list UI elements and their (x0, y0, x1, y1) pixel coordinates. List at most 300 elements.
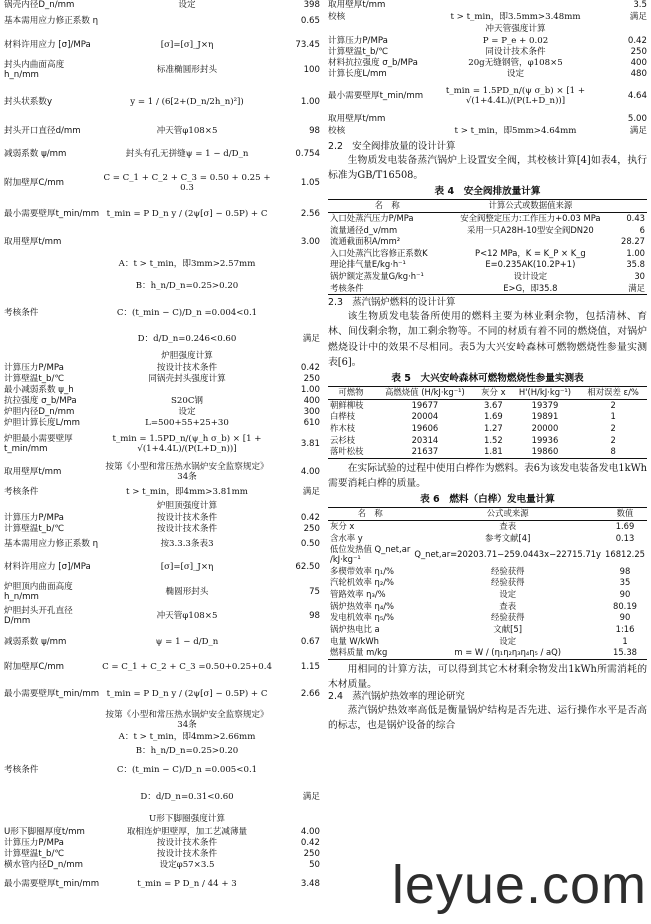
table-header-cell: 计算公式或数据值来源 (446, 200, 614, 213)
table-cell: 3.67 (484, 399, 503, 410)
calc-expression: A：t > t_min，即3mm>2.57mm (118, 259, 256, 270)
table-row (328, 411, 647, 423)
calc-expression: A：t > t_min，即4mm>2.66mm (118, 732, 256, 743)
table-row (328, 435, 647, 447)
calc-row (4, 396, 320, 407)
table-row (328, 423, 647, 435)
calc-value: 100 (303, 65, 320, 76)
calc-expression: 按第《小型和常压热水锅炉安全监察规定》34条 (105, 710, 269, 730)
calc-expression: D：d/D_n=0.31<0.60 (140, 792, 234, 803)
calc-label: 最小减弱系数 ψ_h (4, 384, 74, 395)
calc-row (4, 838, 320, 849)
table-row (328, 544, 647, 565)
table-cell: 理论排气量E/kg·h⁻¹ (330, 259, 406, 270)
table-cell: 入口处蒸汽比容修正系数K (330, 247, 428, 258)
calc-label: 计算长度L/mm (328, 68, 387, 79)
calc-expression: t > t_min，即5mm>4.64mm (454, 126, 577, 137)
calc-expression: D：d/D_n=0.246<0.60 (137, 334, 237, 345)
calc-expression: t_min = P D_n y / (2ψ[σ] − 0.5P) + C (106, 209, 268, 220)
calc-row (4, 11, 320, 33)
calc-row (4, 524, 320, 535)
table-header-row (328, 200, 647, 213)
table-cell: 1 (622, 635, 628, 646)
table4-caption: 表 4 安全阀排放量计算 (434, 186, 541, 198)
calc-value: 0.42 (300, 512, 320, 523)
left-column (4, 0, 320, 898)
table-cell: E=0.235AK(10.2P+1) (485, 259, 576, 270)
table-cell: P<12 MPa，K = K_P × K_g (475, 247, 586, 258)
calc-row (4, 169, 320, 199)
calc-value: 1.05 (300, 178, 320, 189)
table-cell: 考核条件 (328, 283, 446, 295)
right-column (328, 0, 647, 733)
table-row (328, 259, 647, 271)
table-row (328, 566, 647, 578)
section-2-3-title: 2.3 蒸汽锅炉燃料的设计计算 (328, 297, 456, 309)
calc-value: 3.5 (633, 0, 647, 11)
calc-label: 减弱系数 ψ/mm (4, 149, 67, 160)
calc-row (4, 461, 320, 485)
table-cell: 查表 (499, 520, 517, 531)
calc-expression: 设定 (178, 406, 196, 417)
table-row (328, 399, 647, 411)
calc-value: 1.15 (300, 662, 320, 673)
table-cell: 采用一只A28H-10型安全阀DN20 (467, 224, 594, 235)
calc-expression: C：(t_min − C)/D_n =0.004<0.1 (116, 308, 258, 319)
table-cell: 20314 (411, 434, 439, 445)
table-cell: 安全阀整定压力:工作压力+0.03 MPa (460, 212, 601, 223)
calc-value: 满足 (629, 126, 647, 137)
calc-expression: 椭圆形封头 (165, 587, 209, 598)
section-2-2-title: 2.2 安全阀排放量的设计计算 (328, 141, 456, 152)
table-cell: 35 (619, 577, 631, 588)
table-header-cell: 名 称 (328, 508, 412, 521)
calc-row (4, 141, 320, 169)
calc-label: 计算壁温t_b/℃ (4, 373, 65, 384)
calc-expression: 设定φ57×3.5 (159, 860, 215, 871)
calc-expression: 设定 (506, 68, 525, 79)
table-cell: 15.38 (603, 647, 647, 659)
calc-value: 0.42 (300, 837, 320, 848)
calc-label: U形下脚圈厚度t/mm (4, 826, 85, 837)
calc-row (4, 33, 320, 59)
calc-row (4, 485, 320, 501)
table-cell: 1.27 (484, 422, 503, 433)
section-2-4-text: 蒸汽锅炉热效率高低是衡量锅炉结构是否先进、运行操作水平是否高的标志，也是锅炉设备的综合 (328, 704, 647, 732)
calc-expression: B：h_n/D_n=0.25>0.20 (135, 281, 239, 292)
calc-section-heading (4, 351, 320, 363)
calc-value: 满足 (302, 487, 320, 498)
table-row (328, 271, 647, 283)
calc-label: 封头内曲面高度 h_n/mm (4, 60, 65, 80)
calc-label: 材料许用应力 [σ]/MPa (4, 40, 91, 51)
watermark: leyue.com (391, 855, 647, 915)
table6-caption: 表 6 燃料（白桦）发电量计算 (420, 494, 555, 506)
calc-value: 满足 (629, 12, 647, 23)
calc-value: 400 (303, 395, 320, 406)
calc-label: 基本需用应力修正系数 η (4, 16, 99, 27)
table-cell: Q_net,ar=20203.71−259.0443x−22715.71y (414, 549, 602, 560)
calc-row (4, 860, 320, 872)
calc-label: 附加壁厚C/mm (4, 178, 65, 189)
table-row (328, 520, 647, 532)
table-cell: 灰分 x (330, 520, 355, 531)
calc-expression: C = C_1 + C_2 + C_3 =0.50+0.25+0.4 (102, 662, 272, 673)
calc-value: 75 (309, 587, 320, 598)
calc-expression: t_min = P D_n / 44 + 3 (137, 879, 237, 890)
table-cell: 云杉枝 (330, 434, 356, 445)
table-cell: 2 (610, 399, 616, 410)
calc-value: 480 (630, 68, 647, 79)
calc-label: 取用壁厚t/mm (4, 237, 62, 248)
table-cell: 19677 (411, 399, 439, 410)
table-cell: 落叶松枝 (328, 446, 374, 458)
calc-expression: t_min = P D_n y / (2ψ[σ] − 0.5P) + C (106, 689, 268, 700)
table-cell: 经验获得 (490, 577, 525, 588)
calc-label: 炉胆封头开孔直径 D/mm (4, 606, 73, 626)
table-cell: 管路效率 η₃/% (330, 588, 386, 599)
calc-value: 62.50 (295, 562, 320, 573)
table-header-cell: 相对误差 ε/% (579, 386, 647, 399)
calc-label: 炉胆计算长度L/mm (4, 417, 80, 428)
calc-row (4, 407, 320, 418)
calc-row (4, 275, 320, 299)
calc-row (4, 555, 320, 581)
calc-label: 锅壳内径D_n/mm (4, 0, 75, 10)
table6 (328, 507, 647, 660)
calc-label: 最小需要壁厚t_min/mm (4, 209, 100, 220)
table-row (328, 225, 647, 237)
calc-expression: P = P_e + 0.02 (482, 35, 549, 46)
calc-expression: 按设计技术条件 (156, 837, 218, 848)
calc-row (328, 0, 647, 12)
table-cell: 燃料质量 m/kg (328, 647, 412, 659)
table-cell: 设定 (499, 635, 517, 646)
calc-row (4, 299, 320, 329)
calc-expression: 按第《小型和常压热水锅炉安全监察规定》34条 (105, 462, 269, 482)
calc-expression: [σ]=[σ]_J×η (160, 40, 214, 51)
calc-value: 300 (303, 406, 320, 417)
table-cell: 6 (639, 224, 645, 235)
calc-label: 计算壁温t_b/℃ (4, 848, 65, 859)
table-cell: 文献[5] (493, 623, 523, 634)
calc-expression: 按设计技术条件 (156, 512, 218, 523)
calc-row (4, 123, 320, 141)
calc-label: 考核条件 (4, 487, 39, 498)
table-cell: 1.69 (615, 520, 635, 531)
table-cell: 设定 (499, 588, 517, 599)
calc-section-heading (328, 24, 647, 36)
table5 (328, 386, 647, 459)
calc-expression: [σ]=[σ]_J×η (160, 562, 214, 573)
calc-row (4, 759, 320, 783)
calc-expression: 冲天管φ108×5 (156, 126, 218, 137)
calc-value: 0.67 (300, 637, 320, 648)
table-header-cell: 高燃烧值 (H/kJ·kg⁻¹) (374, 386, 476, 399)
calc-row (4, 872, 320, 898)
table-cell: 低位发热值 Q_net,ar /kJ·kg⁻¹ (330, 544, 411, 564)
calc-value: 73.45 (295, 40, 320, 51)
table-cell: 汽轮机效率 η₂/% (330, 577, 394, 588)
table-header-cell: 数值 (603, 508, 647, 521)
table-cell (446, 236, 614, 248)
table-header-cell: 灰分 x (476, 386, 511, 399)
calc-value: 0.65 (300, 16, 320, 27)
calc-expression: S20C钢 (171, 395, 203, 406)
table-cell: E>G，即35.8 (446, 283, 614, 295)
calc-label: 考核条件 (4, 308, 39, 319)
calc-label: 横水管内径D_n/mm (4, 860, 83, 871)
calc-value: 3.00 (300, 237, 320, 248)
table-cell: 经验获得 (490, 565, 525, 576)
table-cell: 2 (610, 422, 616, 433)
table-cell: 19936 (531, 434, 559, 445)
calc-expression: t > t_min，即3.5mm>3.48mm (450, 12, 581, 23)
table-cell: 30 (634, 271, 645, 282)
calc-value: 5.00 (627, 114, 647, 125)
calc-label: 抗拉强度 σ_b/MPa (4, 395, 77, 406)
calc-label: 最小需要壁厚t_min/mm (4, 879, 100, 890)
table-cell: 流通截面积A/mm² (330, 236, 401, 247)
table-cell: 设计设定 (513, 271, 548, 282)
calc-row (4, 83, 320, 123)
table-cell: 19891 (531, 411, 559, 422)
calc-label: 炉胆顶内曲面高度 h_n/mm (4, 582, 73, 602)
table-row (328, 577, 647, 589)
calc-expression: L=500+55+25+30 (145, 417, 229, 428)
calc-expression: 20g无缝钢管，φ108×5 (468, 57, 563, 68)
calc-expression: y = 1 / (6[2+(D_n/2h_n)²]) (130, 97, 244, 108)
paragraph-after-table5: 在实际试验的过程中使用白桦作为燃料。表6为该发电装备发电1kWh需要消耗白桦的质量。 (328, 462, 647, 490)
table-cell: 1.69 (484, 411, 503, 422)
calc-value: 50 (309, 860, 320, 871)
calc-expression: t_min = 1.5PD_n/(ψ σ_b) × [1 + √(1+4.4L)/(P(L+D_n))] (445, 86, 586, 106)
calc-row (4, 231, 320, 255)
calc-expression: t > t_min，即4mm>3.81mm (126, 487, 248, 498)
calc-label: 校核 (328, 126, 346, 137)
table-cell: 查表 (499, 600, 517, 611)
calc-label: 炉胆最小需要壁厚 t_min/mm (4, 434, 73, 454)
calc-label: 封头开口直径d/mm (4, 126, 81, 137)
table-cell: 锅炉热电比 a (330, 623, 380, 634)
calc-value: 1.00 (300, 97, 320, 108)
calc-expression: B：h_n/D_n=0.25>0.20 (135, 746, 239, 757)
table-row (328, 283, 647, 295)
calc-value: 满足 (302, 334, 320, 345)
table-row (328, 636, 647, 648)
calc-row (328, 12, 647, 24)
calc-section-heading (4, 813, 320, 827)
calc-value: 250 (303, 373, 320, 384)
calc-row (4, 849, 320, 860)
table-header-row (328, 508, 647, 521)
calc-label: 材料许用应力 [σ]/MPa (4, 562, 91, 573)
table-cell: 90 (619, 588, 631, 599)
calc-expression: U形下脚圈强度计算 (149, 814, 225, 825)
calc-row (328, 69, 647, 80)
paragraph-after-table6: 用相同的计算方法，可以得到其它木材剩余物发出1kWh所需消耗的木材质量。 (328, 663, 647, 690)
table-cell: 1:16 (615, 623, 635, 634)
section-2-4-title: 2.4 蒸汽锅炉热效率的理论研究 (328, 691, 465, 703)
table-cell: 2 (610, 434, 616, 445)
calc-row (4, 513, 320, 524)
table-row (328, 236, 647, 248)
calc-row (328, 80, 647, 114)
table-row (328, 589, 647, 601)
table-header-cell (614, 200, 647, 213)
calc-row (328, 58, 647, 69)
table-cell: 1 (610, 411, 616, 422)
table-cell: m = W / (η₁η₂η₃η₄η₅ / aQ) (412, 647, 603, 659)
table-row (328, 612, 647, 624)
calc-value: 3.81 (300, 439, 320, 450)
calc-row (4, 385, 320, 396)
calc-value: 满足 (302, 792, 320, 803)
section-2-2-text: 生物质发电装备蒸汽锅炉上设置安全阀，其校核计算[4]如表4，执行标准为GB/T16508。 (328, 154, 647, 181)
calc-label: 减弱系数 ψ/mm (4, 637, 67, 648)
calc-row (4, 827, 320, 838)
calc-label: 最小需要壁厚t_min/mm (4, 689, 100, 700)
calc-expression: 按设计技术条件 (156, 523, 218, 534)
table-cell: 19860 (511, 446, 580, 458)
calc-row (4, 255, 320, 275)
calc-label: 材料抗拉强度 σ_b/MPa (328, 57, 418, 68)
section-2-3-text: 该生物质发电装备所使用的燃料主要为林业剩余物，包括清林、育林、间伐剩余物，加工剩余物等。不同的材质有着不同的燃烧值，对锅炉燃烧设计中的效果不尽相同。表5为大兴安岭森林可燃物燃烧性参量实测表[6]。 (328, 311, 647, 368)
calc-row (4, 374, 320, 385)
table-cell: 28.27 (621, 236, 645, 247)
calc-value: 398 (303, 0, 320, 10)
table-cell: 90 (619, 612, 631, 623)
calc-row (4, 605, 320, 629)
calc-expression: 封头有孔无拼缝ψ = 1 − d/D_n (125, 149, 249, 160)
calc-expression: ψ = 1 − d/D_n (155, 637, 219, 648)
table-cell: 20000 (531, 422, 559, 433)
calc-expression: 同设计技术条件 (485, 46, 546, 57)
table-cell: 21637 (374, 446, 476, 458)
table-cell: 19606 (411, 422, 439, 433)
table-cell: 1.00 (626, 247, 645, 258)
table-cell: 98 (619, 565, 631, 576)
calc-label: 取用壁厚t/mm (4, 467, 62, 478)
calc-expression: 设定 (178, 0, 196, 10)
calc-expression: 按3.3.3条表3 (160, 539, 214, 550)
calc-row (4, 679, 320, 711)
table-cell: 多楔带效率 η₁/% (330, 565, 394, 576)
table-cell: 8 (579, 446, 647, 458)
calc-expression: 标准椭圆形封头 (156, 65, 218, 76)
calc-expression: 按设计技术条件 (156, 848, 218, 859)
table-row (328, 624, 647, 636)
calc-expression: C = C_1 + C_2 + C_3 = 0.50 + 0.25 + 0.3 (103, 173, 271, 193)
calc-row (4, 581, 320, 605)
calc-value: 0.42 (627, 35, 647, 46)
calc-label: 炉胆内径D_n/mm (4, 406, 75, 417)
table-cell: 0.13 (615, 532, 635, 543)
calc-expression: t_min = 1.5PD_n/(ψ_h σ_b) × [1 + √(1+4.4L)/(P(L+D_n))] (112, 434, 262, 454)
calc-expression: 按设计技术条件 (156, 362, 218, 373)
table-row (328, 248, 647, 260)
calc-expression: 冲天管φ108×5 (156, 611, 218, 622)
calc-value: 250 (303, 848, 320, 859)
calc-row (4, 783, 320, 813)
table-cell: 柞木枝 (330, 422, 356, 433)
calc-row (4, 535, 320, 555)
calc-value: 0.42 (300, 362, 320, 373)
calc-row (328, 36, 647, 47)
calc-value: 4.00 (300, 826, 320, 837)
table-header-row (328, 386, 647, 399)
table-row (328, 446, 647, 458)
calc-value: 1.00 (300, 384, 320, 395)
table-cell: 含水率 y (330, 532, 363, 543)
calc-row (328, 47, 647, 58)
table4 (328, 199, 647, 295)
table-cell: 发电机效率 η₅/% (330, 612, 394, 623)
calc-expression: 取相连炉胆壁厚，加工艺减薄量 (126, 826, 248, 837)
calc-expression: 冲天管强度计算 (485, 24, 546, 35)
calc-label: 最小需要壁厚t_min/mm (328, 91, 424, 102)
calc-label: 考核条件 (4, 765, 39, 776)
calc-label: 计算压力P/MPa (4, 512, 64, 523)
calc-row (4, 429, 320, 461)
calc-label: 计算压力P/MPa (328, 35, 388, 46)
calc-value: 250 (630, 46, 647, 57)
calc-row (4, 711, 320, 731)
table-row (328, 212, 647, 224)
table-cell: 0.43 (626, 212, 645, 223)
calc-label: 附加壁厚C/mm (4, 662, 65, 673)
calc-expression: 炉胆强度计算 (161, 351, 213, 362)
table-cell: 80.19 (613, 600, 637, 611)
calc-row (4, 363, 320, 374)
table-cell: 入口处蒸汽压力P/MPa (330, 212, 414, 223)
calc-value: 0.50 (300, 539, 320, 550)
table-cell: 电量 W/kWh (330, 635, 379, 646)
calc-label: 基本需用应力修正系数 η (4, 539, 99, 550)
table-cell: 1.81 (476, 446, 511, 458)
calc-row (4, 657, 320, 679)
table-cell: 16812.25 (605, 549, 645, 560)
calc-row (4, 629, 320, 657)
calc-row (4, 0, 320, 11)
calc-row (4, 329, 320, 351)
calc-row (328, 114, 647, 126)
table-cell: 满足 (614, 283, 647, 295)
calc-value: 3.48 (300, 879, 320, 890)
table-cell: 白桦枝 (330, 411, 356, 422)
calc-label: 计算壁温t_b/℃ (4, 523, 65, 534)
calc-value: 4.64 (627, 91, 647, 102)
calc-row (328, 126, 647, 138)
calc-label: 取用壁厚t/mm (328, 0, 386, 11)
calc-expression: C：(t_min − C)/D_n =0.005<0.1 (116, 765, 258, 776)
table-header-cell: H'(H/kJ·kg⁻¹) (511, 386, 580, 399)
calc-label: 计算壁温t_b/℃ (328, 46, 389, 57)
calc-section-heading (4, 501, 320, 513)
table-header-cell: 可燃物 (328, 386, 374, 399)
calc-label: 计算压力P/MPa (4, 837, 64, 848)
calc-row (4, 199, 320, 231)
table-cell: 朝鲜柳枝 (330, 399, 364, 410)
table-cell: 参考文献[4] (485, 532, 531, 543)
calc-row (4, 731, 320, 745)
calc-expression: 炉胆顶强度计算 (156, 501, 218, 512)
table-cell: 1.52 (484, 434, 503, 445)
table-cell: 流量通径d_v/mm (330, 224, 398, 235)
right-calc-rows (328, 0, 647, 138)
table-cell: 19379 (531, 399, 559, 410)
table-row (328, 533, 647, 545)
